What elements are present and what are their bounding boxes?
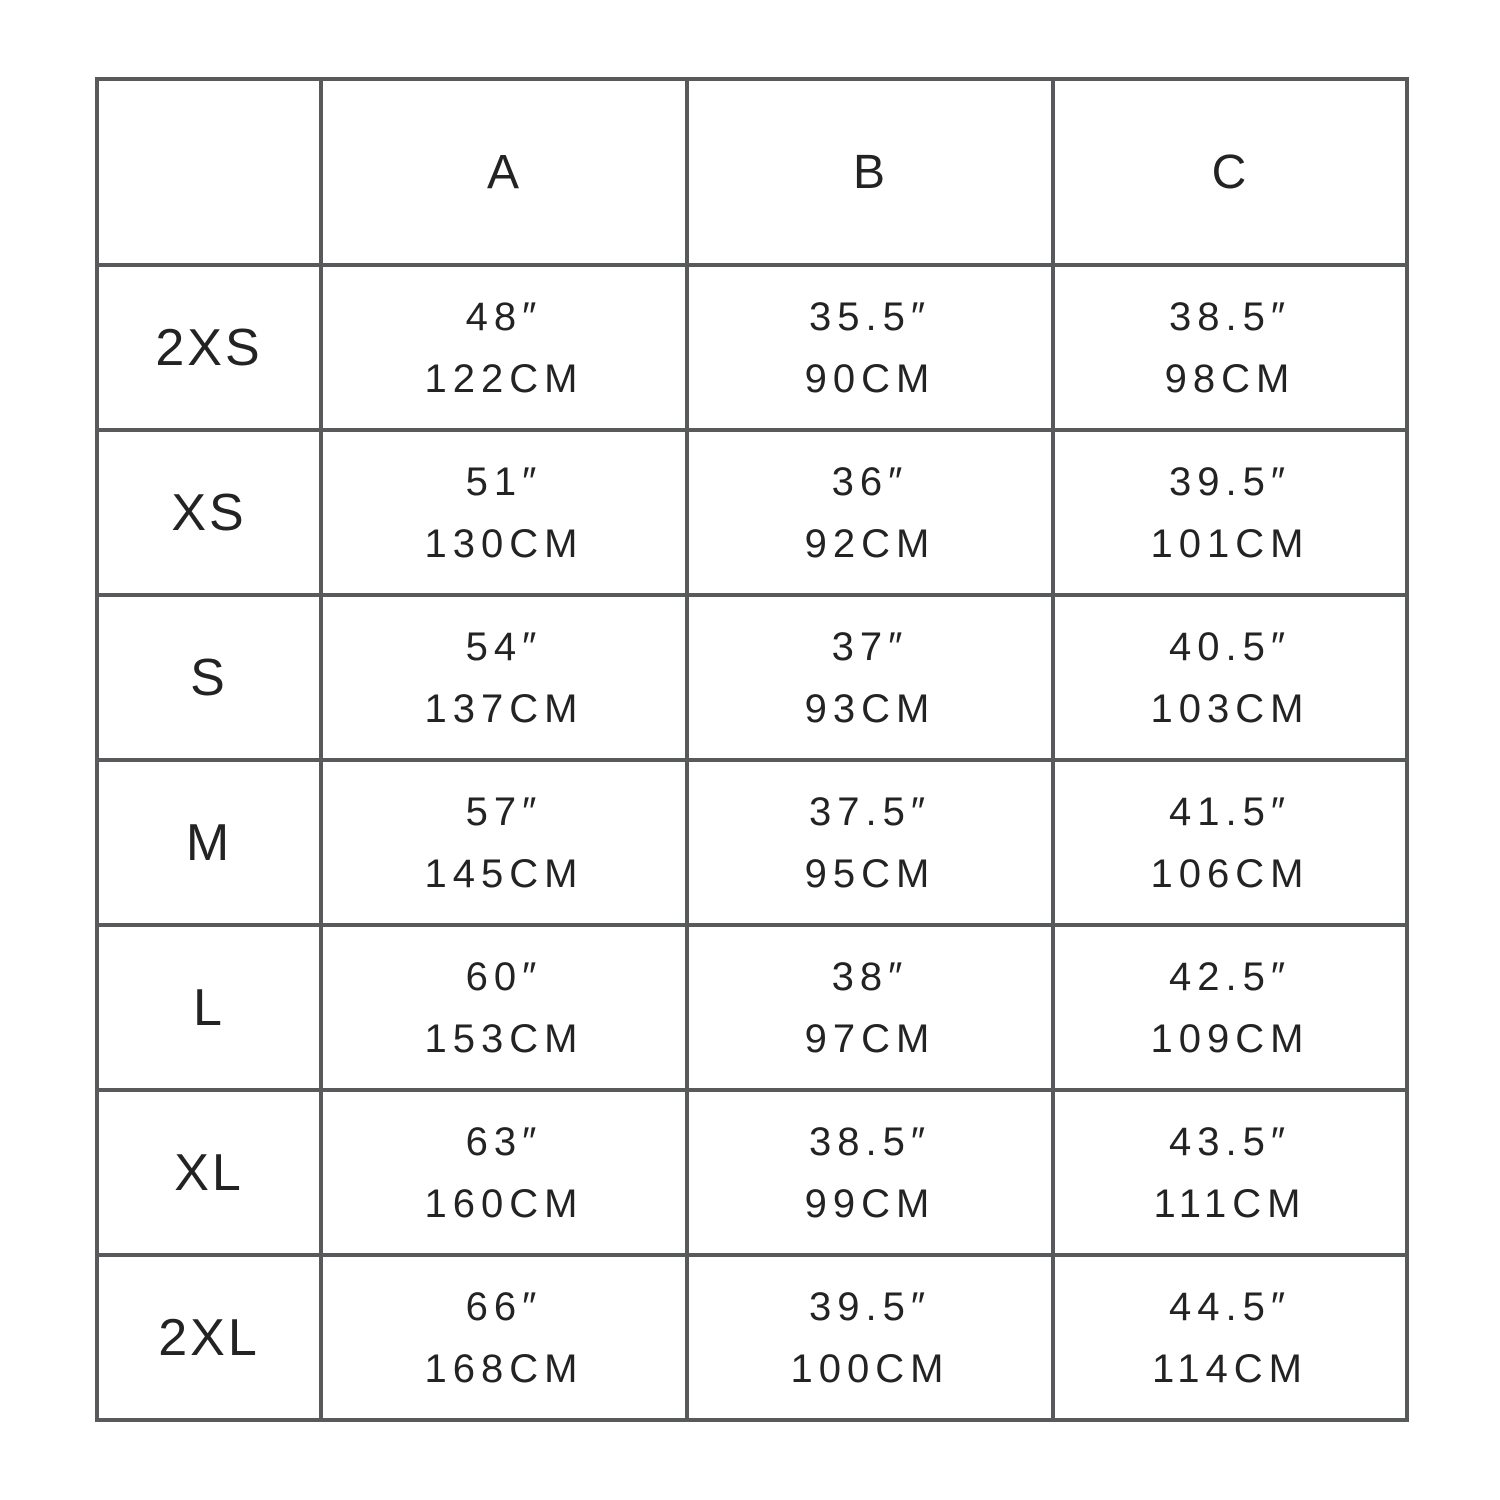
inches-value: 39.5″ <box>1168 459 1291 504</box>
inches-value: 38″ <box>831 954 909 999</box>
cm-value: 137CM <box>424 686 584 731</box>
cm-value: 95CM <box>804 851 936 896</box>
table-row-l <box>97 925 1407 1090</box>
measurement-cell-2xs-c <box>1053 265 1407 430</box>
cm-value: 103CM <box>1150 686 1310 731</box>
inches-value: 48″ <box>465 294 543 339</box>
size-chart-table <box>95 77 1409 1422</box>
measurement-cell-xl-c <box>1053 1090 1407 1255</box>
measurement-cell-l-b <box>687 925 1053 1090</box>
measurement-cell-2xl-c <box>1053 1255 1407 1420</box>
cm-value: 111CM <box>1153 1181 1307 1226</box>
corner-cell <box>97 79 321 265</box>
cm-value: 109CM <box>1150 1016 1310 1061</box>
inches-value: 38.5″ <box>808 1119 931 1164</box>
table-row-s <box>97 595 1407 760</box>
inches-value: 38.5″ <box>1168 294 1291 339</box>
inches-value: 37.5″ <box>808 789 931 834</box>
inches-value: 63″ <box>465 1119 543 1164</box>
inches-value: 66″ <box>465 1284 543 1329</box>
size-label-xs: XS <box>97 430 321 595</box>
size-label-2xs: 2XS <box>97 265 321 430</box>
inches-value: 42.5″ <box>1168 954 1291 999</box>
measurement-cell-xs-a <box>321 430 687 595</box>
cm-value: 114CM <box>1152 1346 1308 1391</box>
cm-value: 92CM <box>804 521 936 566</box>
measurement-cell-s-b <box>687 595 1053 760</box>
measurement-cell-m-b <box>687 760 1053 925</box>
measurement-cell-m-c <box>1053 760 1407 925</box>
cm-value: 97CM <box>804 1016 936 1061</box>
cm-value: 93CM <box>804 686 936 731</box>
measurement-cell-2xl-a <box>321 1255 687 1420</box>
measurement-cell-2xl-b <box>687 1255 1053 1420</box>
table-row-2xs <box>97 265 1407 430</box>
table-row-2xl <box>97 1255 1407 1420</box>
size-label-xl: XL <box>97 1090 321 1255</box>
cm-value: 153CM <box>424 1016 584 1061</box>
cm-value: 122CM <box>424 356 584 401</box>
cm-value: 100CM <box>790 1346 950 1391</box>
measurement-cell-s-c <box>1053 595 1407 760</box>
inches-value: 39.5″ <box>808 1284 931 1329</box>
cm-value: 130CM <box>424 521 584 566</box>
cm-value: 106CM <box>1150 851 1310 896</box>
inches-value: 37″ <box>831 624 909 669</box>
inches-value: 60″ <box>465 954 543 999</box>
inches-value: 54″ <box>465 624 543 669</box>
cm-value: 90CM <box>804 356 936 401</box>
cm-value: 101CM <box>1150 521 1310 566</box>
inches-value: 44.5″ <box>1168 1284 1291 1329</box>
measurement-cell-l-a <box>321 925 687 1090</box>
inches-value: 41.5″ <box>1168 789 1291 834</box>
size-label-2xl: 2XL <box>97 1255 321 1420</box>
measurement-cell-s-a <box>321 595 687 760</box>
cm-value: 168CM <box>424 1346 584 1391</box>
measurement-cell-xs-b <box>687 430 1053 595</box>
size-label-s: S <box>97 595 321 760</box>
measurement-cell-l-c <box>1053 925 1407 1090</box>
inches-value: 51″ <box>465 459 543 504</box>
measurement-cell-m-a <box>321 760 687 925</box>
table-row-xs <box>97 430 1407 595</box>
measurement-cell-xs-c <box>1053 430 1407 595</box>
measurement-cell-xl-b <box>687 1090 1053 1255</box>
column-header-c: C <box>1053 79 1407 265</box>
cm-value: 99CM <box>804 1181 936 1226</box>
cm-value: 160CM <box>424 1181 584 1226</box>
table-row-m <box>97 760 1407 925</box>
cm-value: 145CM <box>424 851 584 896</box>
column-header-b: B <box>687 79 1053 265</box>
header-row <box>97 79 1407 265</box>
measurement-cell-2xs-b <box>687 265 1053 430</box>
inches-value: 40.5″ <box>1168 624 1291 669</box>
inches-value: 43.5″ <box>1168 1119 1291 1164</box>
table-row-xl <box>97 1090 1407 1255</box>
inches-value: 57″ <box>465 789 543 834</box>
size-label-l: L <box>97 925 321 1090</box>
measurement-cell-xl-a <box>321 1090 687 1255</box>
inches-value: 36″ <box>831 459 909 504</box>
size-label-m: M <box>97 760 321 925</box>
measurement-cell-2xs-a <box>321 265 687 430</box>
column-header-a: A <box>321 79 687 265</box>
inches-value: 35.5″ <box>808 294 931 339</box>
cm-value: 98CM <box>1164 356 1296 401</box>
